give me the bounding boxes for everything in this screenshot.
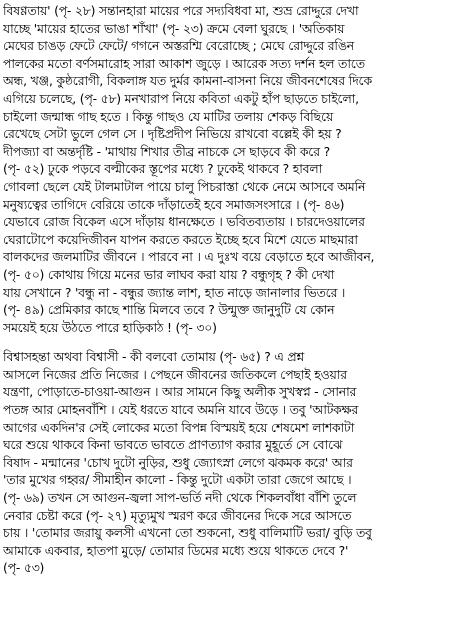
- text-line: যেভাবে রোজ বিকেল এসে দাঁড়ায় ধানক্ষেতে । ভবিতব্যতায় । চারদেওয়ালের: [3, 214, 365, 230]
- text-line: (পৃ- ৫২) ঢুকে পড়বে বল্মীকের স্তূপের মধ্যে ? ঢুকেই থাকবে ? হাবলা: [3, 161, 322, 177]
- text-line: (পৃ- ৪৯) প্রেমিকার কাছে শান্তি মিলবে তবে ? উন্মুক্ত জানুদুটি যে কোন: [3, 302, 335, 318]
- text-line: নেবার চেষ্টা করে (পৃ- ২৭) মৃত্যুমুখ স্মরণ করে জীবনের দিকে সরে আসতে: [3, 507, 352, 523]
- text-line: আগের একদিন'র সেই লোকের মতো বিপন্ন বিস্ময়ই হয়ে শেষমেশ লাশকাটা: [3, 419, 355, 435]
- text-line: রেখেছে সেটা ভুলে গেল সে । দৃষ্টিপ্রদীপ নিভিয়ে রাখবো বল্লেই কী হয় ?: [3, 126, 342, 142]
- text-line: মেঘের চাঙড় ফেটে ফেটে/ গগনে অস্তরশ্মি বেরোচ্ছে ; মেঘে রোদ্দুরে রঙিন: [3, 38, 354, 54]
- text-line: মনুষ্যত্বের তাগিদে বেরিয়ে তাকে দাঁড়াতেই হবে সমাজসংসারে । (পৃ- ৪৬): [3, 196, 345, 212]
- text-line: যাচ্ছে 'মায়ের হাতের ভাঙা শাঁখা' (পৃ- ২৩) ক্রমে বেলা ঘুরছে । 'অতিকায়: [3, 20, 345, 36]
- text-line: যন্ত্রণা, পোড়াতে-চাওয়া-আগুন । আর সামনে কিছু অলীক সুখস্বপ্ন - সোনার: [3, 384, 357, 400]
- text-line: অন্ধ, খঞ্জ, কুষ্ঠরোগী, বিকলাঙ্গ যত দুর্মর কামনা-বাসনা নিয়ে জীবনশেষের দিকে: [3, 73, 372, 89]
- text-line: গোবলা ছেলে যেই টালমাটাল পায়ে চালু পিচরাস্তা থেকে নেমে আসবে অমনি: [3, 178, 366, 194]
- text-line: (পৃ- ৬৯) তখন সে আগুন-জ্বলা সাপ-ভর্তি নদী থেকে শিকলবাঁধা বাঁশি তুলে: [3, 490, 357, 506]
- text-line: পালকের মতো বর্ণসমারোহ সারা আকাশ জুড়ে । আরেক সত্য দর্শন হল তাতে: [3, 55, 365, 71]
- text-line: (পৃ- ৫০) কোথায় গিয়ে মনের ভার লাঘব করা যায় ? বন্ধুগৃহ ? কী দেখা: [3, 266, 335, 282]
- text-line: পতঙ্গ আর মোহনবাঁশি । যেই ধরতে যাবে অমনি যাবে উড়ে । তবু 'আটকক্ষর: [3, 402, 359, 418]
- paragraph-2: [3, 348, 453, 577]
- text-line: এগিয়ে চলেছে, (পৃ- ৫৮) মনখারাপ নিয়ে কবিতা একটু হাঁপ ছাড়তে চাইলো,: [3, 90, 359, 106]
- text-line: বিষাদ - মন্মানের 'চোখ দুটো নুড়ির, শুধু জ্যোৎস্না লেগে ঝকমক করে' আর: [3, 454, 353, 470]
- text-line: 'তার মুখের গহ্বর/ সীমাহীন কালো - কিন্তু দুটো একটা তারা জেগে আছে ।: [3, 472, 352, 488]
- text-line: দীপজ্যা বা অন্তর্দৃষ্টি - 'মাথায় শিখার তীব্র নাচকে সে ছাড়বে কী করে ?: [3, 143, 330, 159]
- text-line: বালকদের জলমাটির জীবনে । পারবে না । এ দুঃখ বয়ে বেড়াতে হবে আজীবন,: [3, 249, 375, 265]
- paragraph-spacer: [3, 336, 453, 348]
- text-line: ঘরে শুয়ে থাকবে কিনা ভাবতে ভাবতে প্রাণত্যাগ করার মুহূর্তে সে বোঝে: [3, 437, 343, 453]
- text-line: সময়েই হয়ে উঠতে পারে হাড়িকাঠ ! (পৃ- ৩০): [3, 319, 217, 335]
- text-line: আমাকে একবার, হাতপা মুড়ে/ তোমার ডিমের মধ্যে শুয়ে থাকতে দেবে ?': [3, 542, 349, 558]
- text-line: চাইলো জন্মান্ধ গাছ হতে । কিন্তু গাছও যে মাটির তলায় শেকড় বিছিয়ে: [3, 108, 334, 124]
- text-line: (পৃ- ৫৩): [3, 560, 45, 576]
- text-line: চায় । 'তোমার জরায়ু কলসী এখনো তো শুকনো, শুধু বালিমাটি ভরা/ বুড়ি তবু: [3, 525, 372, 541]
- paragraph-1: [3, 2, 453, 336]
- text-line: যায় সেখানে ? 'বন্ধু না - বন্ধুর জ্যান্ত লাশ, হাত নাড়ে জানালার ভিতরে ।: [3, 284, 346, 300]
- text-line: বিশ্বাসহন্তা অথবা বিশ্বাসী - কী বলবো তোমায় (পৃ- ৬৫) ? এ প্রশ্ন: [3, 349, 305, 365]
- text-line: ঘেরাটোপে কয়েদিজীবন যাপন করতে করতে ইচ্ছে হবে মিশে যেতে মাছমারা: [3, 231, 358, 247]
- text-line: বিষণ্ণতায়' (পৃ- ২৮) সন্তানহারা মায়ের পরে সদ্যবিধবা মা, শুভ্র রোদ্দুরে দেখা: [3, 3, 359, 18]
- text-line: আসলে নিজের প্রতি নিজের । পেছনে জীবনের জতিকলে পেছাই হওয়ার: [3, 366, 347, 382]
